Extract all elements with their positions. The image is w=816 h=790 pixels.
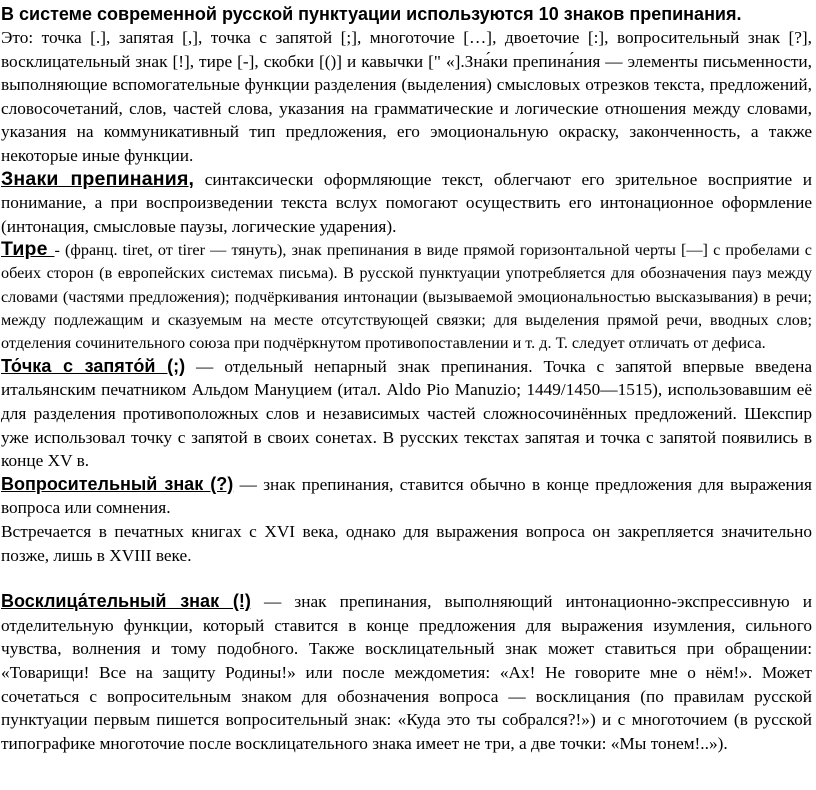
exclamation-text: — знак препинания, выполняющий интонационно-экспрессивную и отделительную функции, который ставится в конце предложения для выражения изумления, сильного чувства, волнения и тому подобного. Также восклицательный знак может ставиться при обращении: «Товарищи! Все на защиту Родины!» или после междометия: «Ах! Не говорите мне о нём!». Может сочетаться с вопросительным знаком для обозначения вопроса — восклицания (по правилам русской пунктуации первым пишется вопросительный знак: «Куда это ты собрался?!») и с многоточием (в русской типографике многоточие после восклицательного знака имеет не три, а две точки: «Мы тонем!..»). xyxy=(1,592,812,753)
question-text: — знак препинания, ставится обычно в конце предложения для выражения вопроса или сомнения. xyxy=(1,474,812,518)
question-heading: Вопросительный знак (?) xyxy=(1,473,234,494)
semicolon-paragraph xyxy=(1,355,812,473)
znaki-paragraph xyxy=(1,168,812,239)
intro-paragraph: Это: точка [.], запятая [,], точка с запятой [;], многоточие […], двоеточие [:], вопросительный знак [?], восклицательный знак [!], тире [-], скобки [()] и кавычки [" «].Зна́ки препина́ния — элементы письменности, выполняющие вспомогательные функции разделения (выделения) смысловых отрезков текста, предложений, словосочетаний, слов, частей слова, указания на грамматические и логические отношения между словами, указания на коммуникативный тип предложения, его эмоциональную окраску, законченность, а также некоторые иные функции. xyxy=(1,28,812,165)
znaki-heading: Знаки препинания, xyxy=(1,167,195,190)
question-paragraph-2: Встречается в печатных книгах с XVI века, однако для выражения вопроса он закрепляется значительно позже, лишь в XVIII веке. xyxy=(1,521,812,565)
exclamation-paragraph xyxy=(1,590,812,755)
document-title: В системе современной русской пунктуации используются 10 знаков препинания. xyxy=(1,4,742,24)
tire-text: - (франц. tiret, от tirer — тянуть), знак препинания в виде прямой горизонтальной черты [—] с пробелами с обеих сторон (в европейских системах письма). В русской пунктуации употребляется для обозначения пауз между словами (частями предложения); подчёркивания интонации (вызываемой эмоциональностью высказывания) в речи; между подлежащим и сказуемым на месте отсутствующей связки; для выделения прямой речи, вводных слов; отделения сочинительного союза при подчёркнутом противопоставлении и т. д. Т. следует отличать от дефиса. xyxy=(1,241,812,352)
tire-heading: Тире xyxy=(1,238,55,261)
znaki-text: синтаксически оформляющие текст, облегчают его зрительное восприятие и понимание, а при воспроизведении текста вслух помогают осуществить его интонационное оформление (интонация, смысловые паузы, логические ударения). xyxy=(1,169,812,236)
tire-paragraph xyxy=(1,238,812,354)
semicolon-text: — отдельный непарный знак препинания. Точка с запятой впервые введена итальянским печатником Альдом Мануцием (итал. Aldo Pio Manuzio; 1449/1450—1515), использовавшим её для разделения противоположных слов и независимых частей сложносочинённых предложений. Шекспир уже использовал точку с запятой в своих сонетах. В русских текстах запятая и точка с запятой появились в конце XV в. xyxy=(1,356,812,471)
question-paragraph xyxy=(1,473,812,520)
spacer xyxy=(1,567,812,590)
semicolon-heading: То́чка с запято́й (;) xyxy=(1,355,186,376)
exclamation-heading: Восклица́тельный знак (!) xyxy=(1,591,251,612)
